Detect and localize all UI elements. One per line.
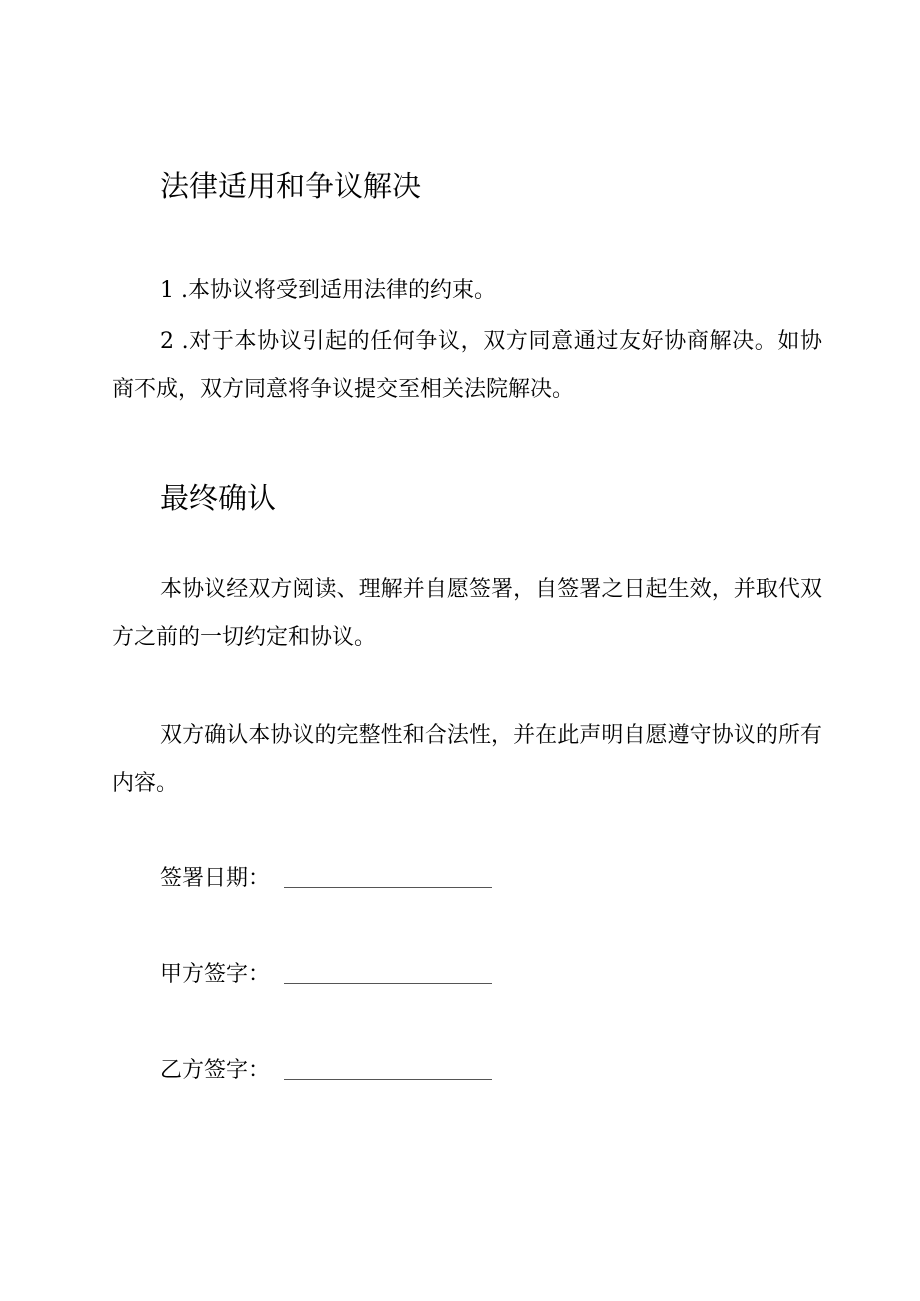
confirm-paragraph-1: 本协议经双方阅读、理解并自愿签署，自签署之日起生效，并取代双方之前的一切约定和协议。	[112, 577, 822, 650]
confirm-paragraph-2: 双方确认本协议的完整性和合法性，并在此声明自愿遵守协议的所有内容。	[112, 723, 822, 796]
party-b-signature-label: 乙方签字：	[160, 1058, 271, 1083]
law-item-2: 2 .对于本协议引起的任何争议，双方同意通过友好协商解决。如协商不成，双方同意将争议提交至相关法院解决。	[112, 329, 822, 402]
law-item-1: 1 .本协议将受到适用法律的约束。	[160, 278, 496, 303]
signature-date-label: 签署日期：	[160, 866, 271, 891]
party-a-signature-label: 甲方签字：	[160, 962, 271, 987]
party-a-signature-blank[interactable]	[284, 983, 492, 984]
party-b-signature-blank[interactable]	[284, 1079, 492, 1080]
section-heading-law: 法律适用和争议解决	[160, 169, 422, 203]
signature-date-blank[interactable]	[284, 887, 492, 888]
section-heading-confirm: 最终确认	[160, 481, 277, 515]
